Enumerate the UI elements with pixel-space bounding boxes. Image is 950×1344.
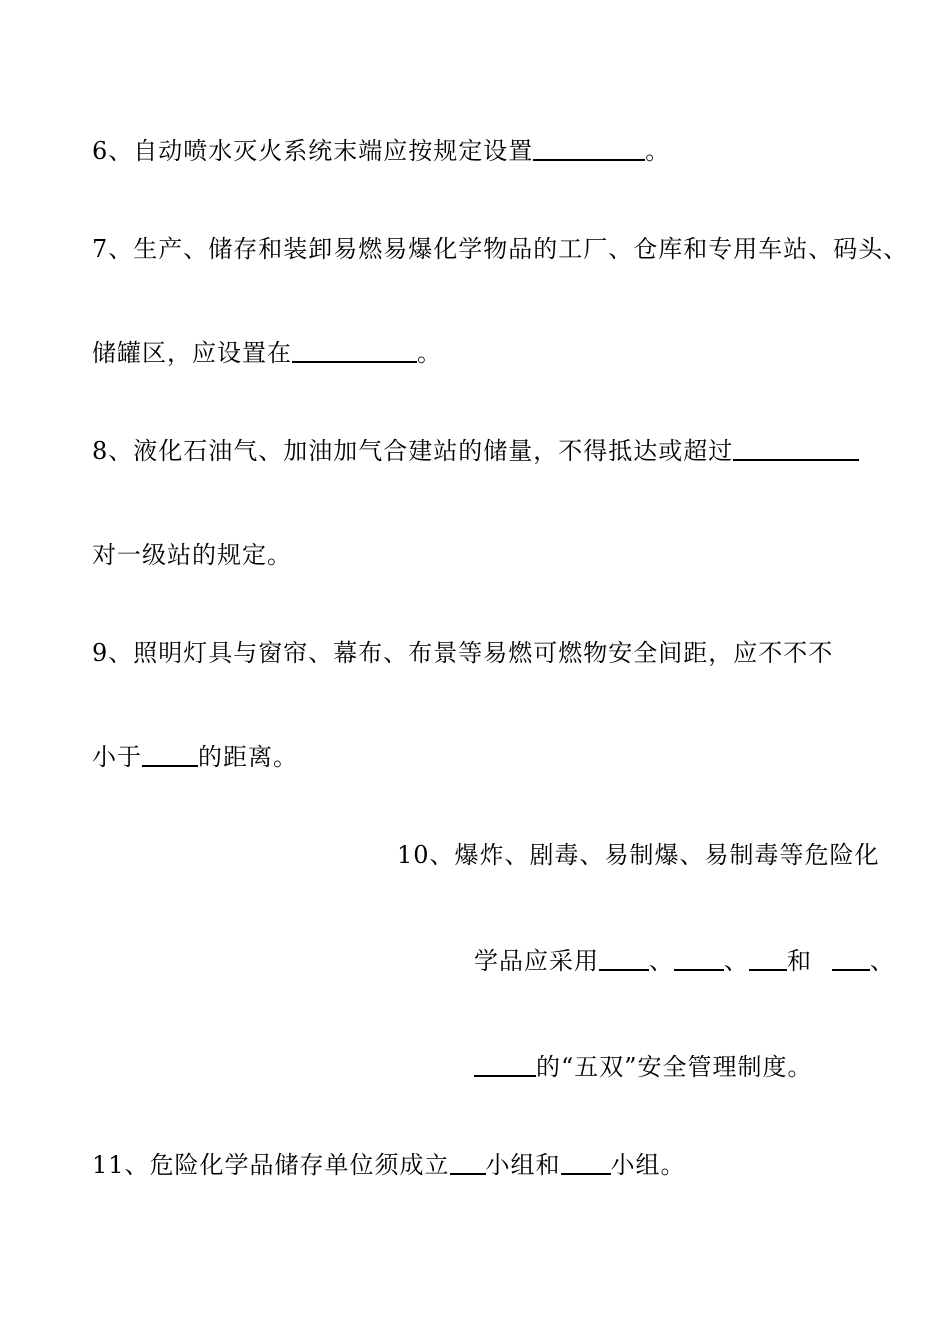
question-7-text: 7、生产、储存和装卸易燃易爆化学物品的工厂、仓库和专用车站、码头、: [92, 235, 909, 263]
answer-blank[interactable]: [674, 947, 724, 971]
question-10-text-2: 学品应采用: [474, 947, 599, 975]
question-7-line-2: [92, 338, 442, 368]
question-10-text: 10、爆炸、剧毒、易制爆、易制毒等危险化: [397, 841, 880, 869]
answer-blank[interactable]: [561, 1151, 611, 1175]
question-8-line-2: [92, 540, 292, 570]
question-8-text: 8、液化石油气、加油加气合建站的储量，不得抵达或超过: [92, 437, 734, 465]
separator: 、: [870, 947, 895, 975]
question-9-line-2: [92, 742, 298, 772]
question-9-text-2: 小于: [92, 743, 142, 771]
answer-blank[interactable]: [474, 1053, 536, 1077]
question-10-line-1: [397, 840, 880, 870]
question-6-end: 。: [645, 137, 671, 165]
answer-blank[interactable]: [450, 1151, 486, 1175]
answer-blank[interactable]: [142, 743, 198, 767]
question-11: [92, 1150, 686, 1180]
question-10-end: 的“五双”安全管理制度。: [536, 1053, 813, 1081]
question-11-mid: 小组和: [485, 1151, 561, 1179]
question-7-line-1: [92, 234, 908, 264]
question-11-end: 小组。: [610, 1151, 686, 1179]
question-6-text: 6、自动喷水灭火系统末端应按规定设置: [92, 137, 534, 165]
separator: 、: [724, 947, 749, 975]
question-9-line-1: [92, 638, 833, 668]
answer-blank[interactable]: [749, 947, 787, 971]
question-8-text-2: 对一级站的规定。: [92, 541, 292, 569]
answer-blank[interactable]: [533, 137, 645, 161]
separator: 和: [787, 947, 812, 975]
answer-blank[interactable]: [599, 947, 649, 971]
answer-blank[interactable]: [733, 437, 859, 461]
question-8-line-1: [92, 436, 859, 466]
question-9-end: 的距离。: [198, 743, 298, 771]
question-7-end: 。: [417, 339, 442, 367]
answer-blank[interactable]: [292, 339, 417, 363]
question-7-text-2: 储罐区，应设置在: [92, 339, 292, 367]
answer-blank[interactable]: [832, 947, 870, 971]
question-6: [92, 136, 670, 166]
question-10-line-3: [474, 1052, 813, 1082]
question-10-line-2: [474, 946, 895, 976]
question-9-text: 9、照明灯具与窗帘、幕布、布景等易燃可燃物安全间距，应不不不: [92, 639, 834, 667]
separator: 、: [649, 947, 674, 975]
question-11-text: 11、危险化学品储存单位须成立: [92, 1151, 450, 1179]
